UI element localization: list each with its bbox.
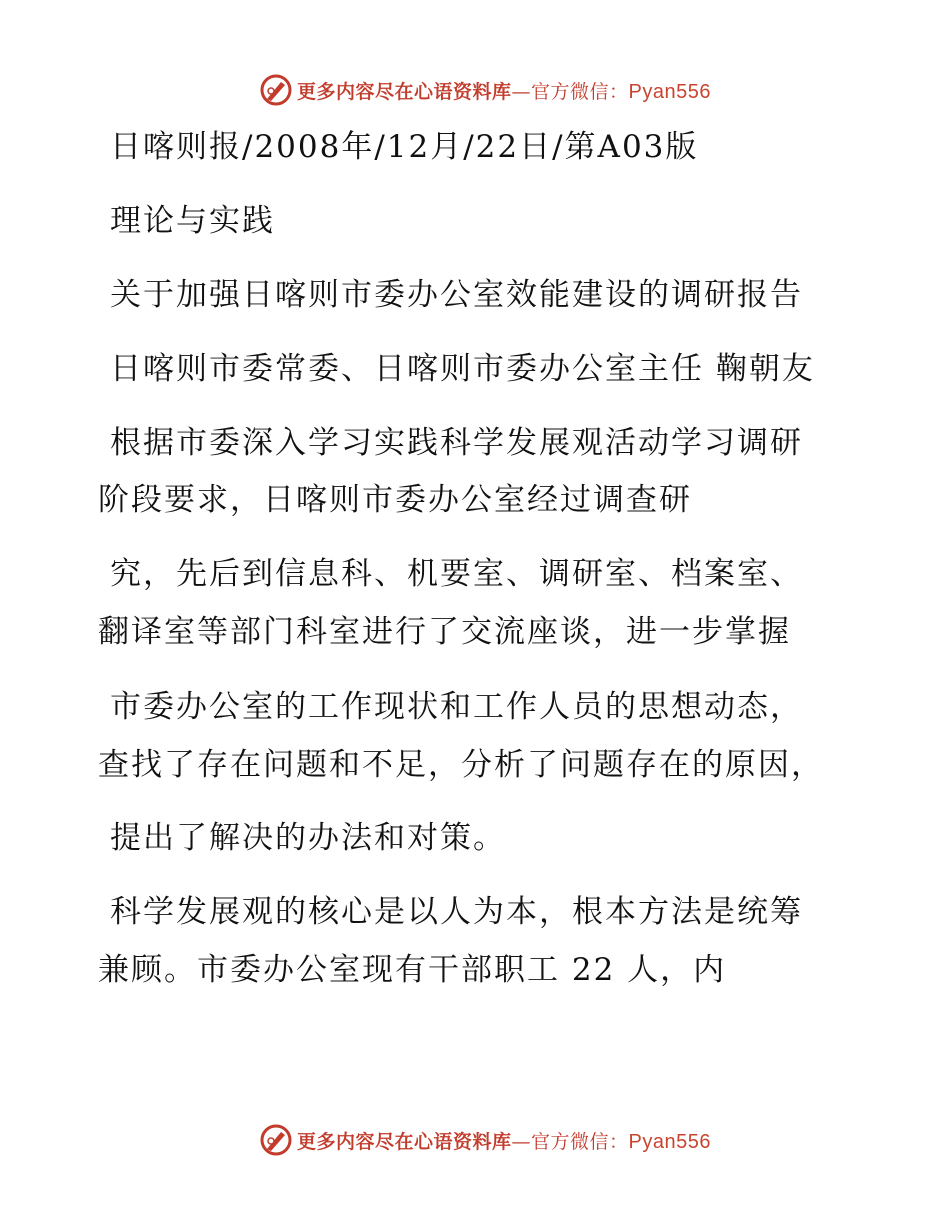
body-line: 查找了存在问题和不足，分析了问题存在的原因， xyxy=(98,747,824,783)
body-line: 提出了解决的办法和对策。 xyxy=(110,820,506,856)
red-pen-circle-logo-icon xyxy=(259,1123,293,1157)
watermark-text xyxy=(297,1127,711,1154)
watermark-banner-bottom xyxy=(0,1120,950,1160)
body-line: 根据市委深入学习实践科学发展观活动学习调研 xyxy=(110,425,803,461)
watermark-banner-top xyxy=(0,70,950,110)
watermark-wechat-id: Pyan556 xyxy=(628,1130,711,1153)
red-pen-circle-logo-icon xyxy=(259,73,293,107)
watermark-site-text: 更多内容尽在心语资料库 xyxy=(297,1130,512,1153)
watermark-wechat-label: 官方微信： xyxy=(531,1130,629,1153)
article-title: 关于加强日喀则市委办公室效能建设的调研报告 xyxy=(110,277,803,313)
body-line: 阶段要求，日喀则市委办公室经过调查研 xyxy=(98,482,692,518)
watermark-wechat-label: 官方微信： xyxy=(531,80,629,103)
article-author: 日喀则市委常委、日喀则市委办公室主任 鞠朝友 xyxy=(110,351,815,387)
watermark-text xyxy=(297,77,711,104)
watermark-content xyxy=(259,1123,711,1157)
watermark-wechat-id: Pyan556 xyxy=(628,80,711,103)
watermark-dash: — xyxy=(511,1130,532,1153)
section-name: 理论与实践 xyxy=(110,203,275,239)
watermark-content xyxy=(259,73,711,107)
body-line: 翻译室等部门科室进行了交流座谈，进一步掌握 xyxy=(98,614,791,650)
watermark-dash: — xyxy=(511,80,532,103)
body-line: 究，先后到信息科、机要室、调研室、档案室、 xyxy=(110,556,803,592)
watermark-site-text: 更多内容尽在心语资料库 xyxy=(297,80,512,103)
dateline: 日喀则报/2008年/12月/22日/第A03版 xyxy=(110,129,699,165)
body-line: 兼顾。市委办公室现有干部职工 22 人，内 xyxy=(98,952,727,988)
body-line: 市委办公室的工作现状和工作人员的思想动态， xyxy=(110,689,803,725)
body-line: 科学发展观的核心是以人为本，根本方法是统筹 xyxy=(110,894,803,930)
